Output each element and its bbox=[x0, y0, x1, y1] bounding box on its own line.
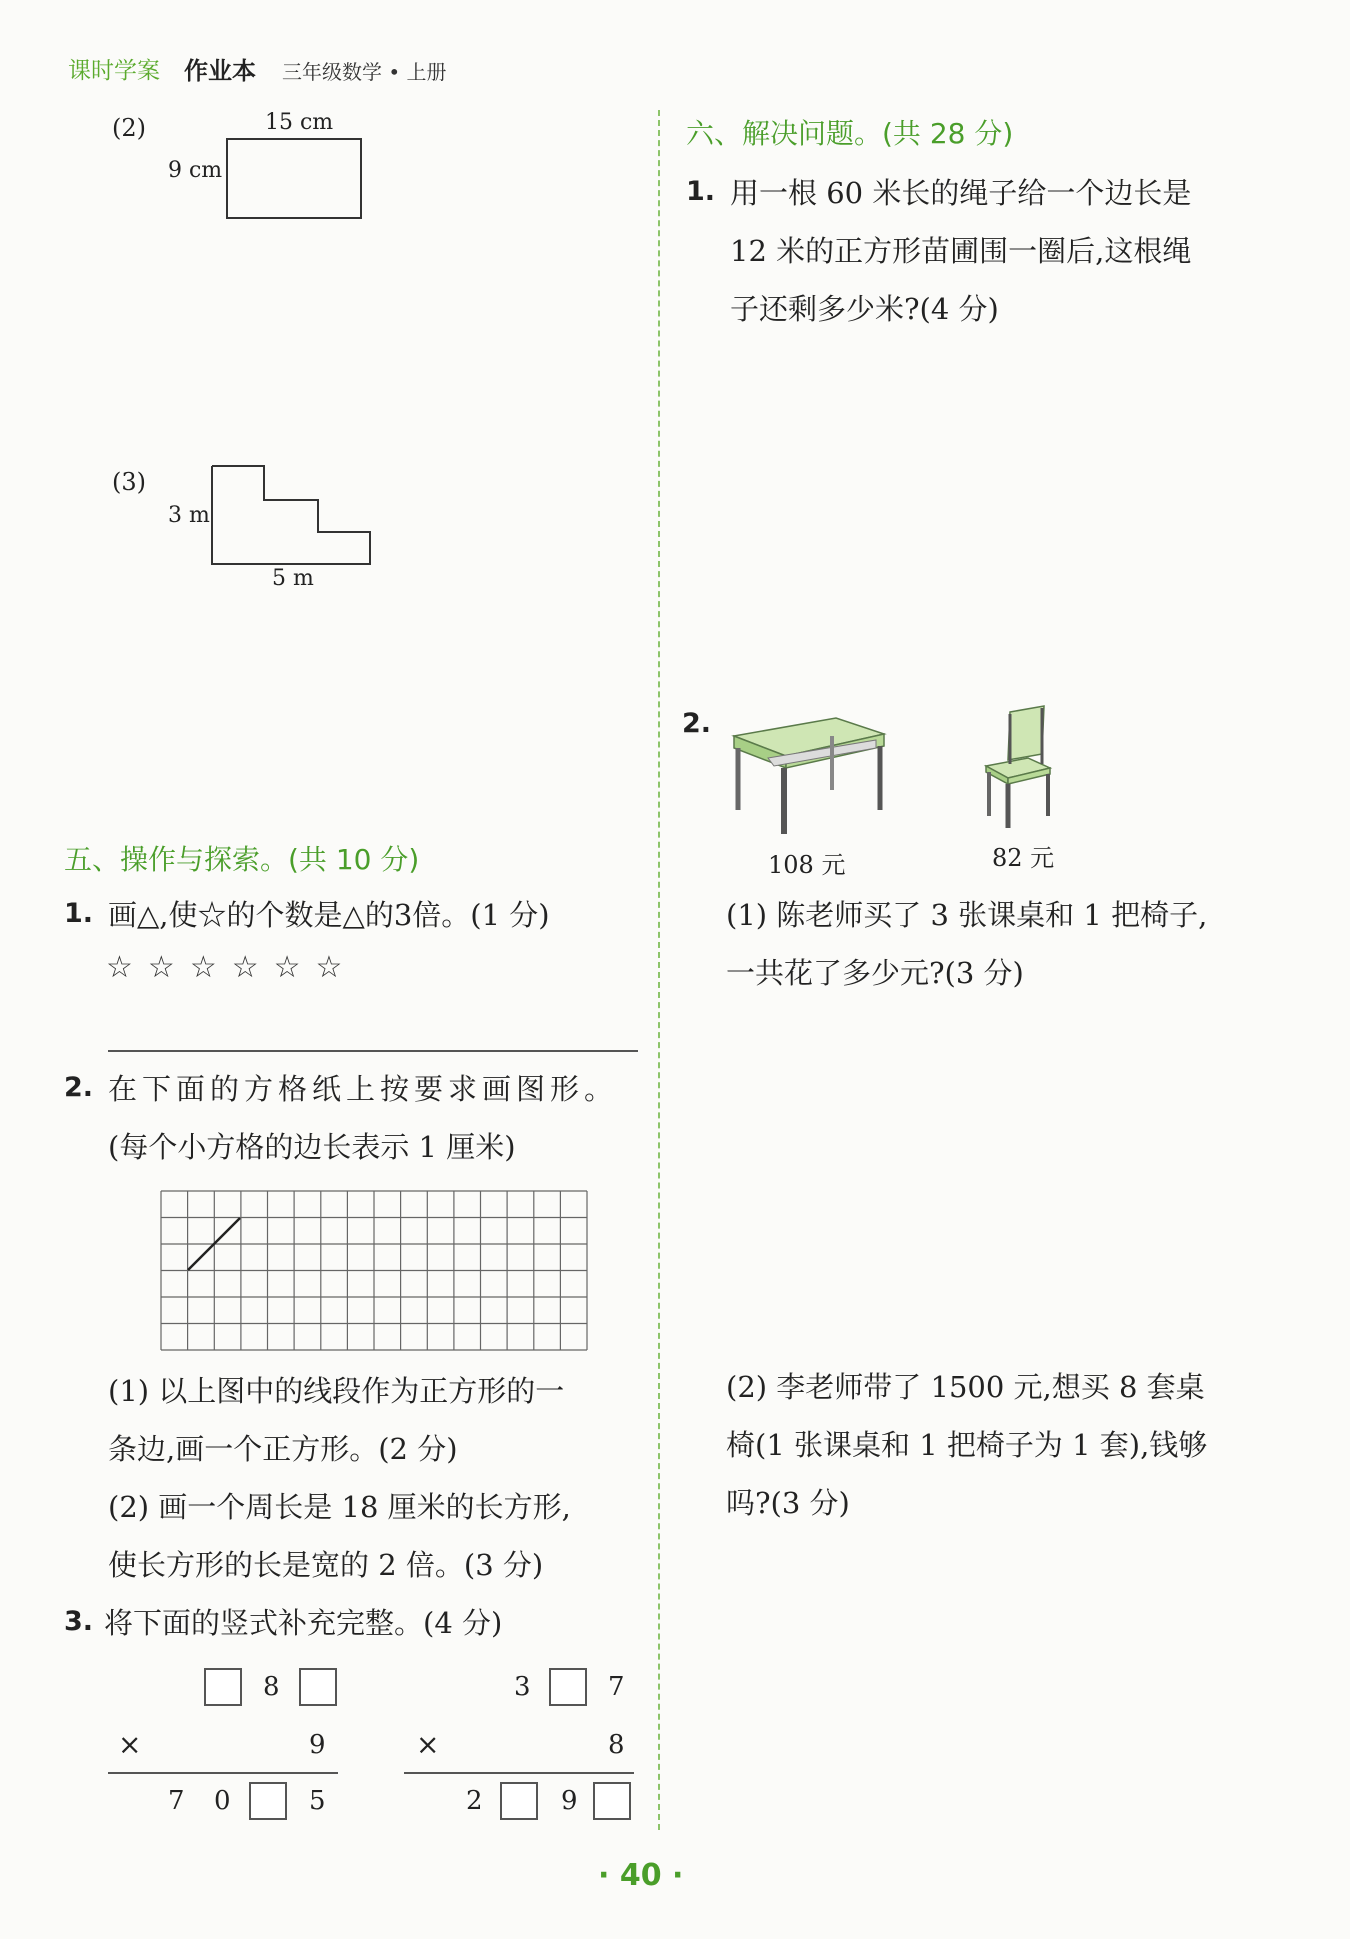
chair-price: 82 元 bbox=[992, 844, 1055, 872]
calc1-top-digit: 8 bbox=[263, 1672, 280, 1702]
s6-q2-number: 2. bbox=[682, 708, 712, 739]
calc2-top-digit: 3 bbox=[514, 1672, 531, 1702]
star-icon: ☆ bbox=[147, 950, 175, 985]
calc1-result-digit: 0 bbox=[214, 1786, 231, 1816]
calc2-top-digit: 7 bbox=[608, 1672, 625, 1702]
s5-q2-sub2b: 使长方形的长是宽的 2 倍。(3 分) bbox=[108, 1548, 544, 1582]
fig2-label: (2) bbox=[112, 114, 146, 142]
s6-q1-line2: 12 米的正方形苗圃围一圈后,这根绳 bbox=[730, 234, 1192, 268]
calc1-rule bbox=[108, 1772, 338, 1774]
fig3-bottom-length: 5 m bbox=[272, 566, 314, 591]
s5-q3-number: 3. bbox=[64, 1606, 94, 1637]
s6-q2-sub1a: (1) 陈老师买了 3 张课桌和 1 把椅子, bbox=[726, 898, 1208, 932]
chair-image bbox=[978, 704, 1058, 830]
calc2-blank-box[interactable] bbox=[549, 1668, 587, 1706]
section5-title: 五、操作与探索。(共 10 分) bbox=[64, 843, 420, 876]
calc1-multiplier: 9 bbox=[309, 1730, 326, 1760]
calc2-blank-box[interactable] bbox=[500, 1782, 538, 1820]
s6-q2-sub2a: (2) 李老师带了 1500 元,想买 8 套桌 bbox=[726, 1370, 1205, 1404]
star-icon: ☆ bbox=[315, 950, 343, 985]
star-row bbox=[106, 950, 342, 985]
header-subtitle: 三年级数学 • 上册 bbox=[282, 60, 447, 84]
s5-q2-line2: (每个小方格的边长表示 1 厘米) bbox=[108, 1130, 516, 1164]
s6-q2-sub2b: 椅(1 张课桌和 1 把椅子为 1 套),钱够 bbox=[726, 1428, 1208, 1462]
calc2-result-digit: 2 bbox=[466, 1786, 483, 1816]
calc1-result-digit: 5 bbox=[309, 1786, 326, 1816]
s5-q2-number: 2. bbox=[64, 1072, 94, 1103]
s5-q2-sub2a: (2) 画一个周长是 18 厘米的长方形, bbox=[108, 1490, 571, 1524]
star-icon: ☆ bbox=[189, 950, 217, 985]
section6-title: 六、解决问题。(共 28 分) bbox=[686, 117, 1014, 150]
s5-q2-sub1b: 条边,画一个正方形。(2 分) bbox=[108, 1432, 458, 1466]
fig3-side-length: 3 m bbox=[168, 503, 210, 528]
star-icon: ☆ bbox=[106, 950, 133, 985]
calc2-multiplier: 8 bbox=[608, 1730, 625, 1760]
s6-q2-sub2c: 吗?(3 分) bbox=[726, 1486, 850, 1520]
column-divider bbox=[658, 110, 660, 1830]
calc2-blank-box[interactable] bbox=[593, 1782, 631, 1820]
fig3-staircase-shape bbox=[200, 460, 380, 570]
fig2-top-length: 15 cm bbox=[265, 110, 334, 135]
s5-q1-number: 1. bbox=[64, 898, 94, 929]
calc1-blank-box[interactable] bbox=[299, 1668, 337, 1706]
desk-image bbox=[728, 706, 888, 840]
header-book: 作业本 bbox=[184, 57, 256, 85]
s5-q1-text: 画△,使☆的个数是△的3倍。(1 分) bbox=[108, 898, 550, 932]
calc1-blank-box[interactable] bbox=[204, 1668, 242, 1706]
fig2-side-length: 9 cm bbox=[168, 158, 223, 183]
s6-q1-line1: 用一根 60 米长的绳子给一个边长是 bbox=[730, 176, 1192, 210]
header-brand: 课时学案 bbox=[68, 58, 160, 84]
s6-q1-line3: 子还剩多少米?(4 分) bbox=[730, 292, 999, 326]
calc2-operator: × bbox=[416, 1728, 440, 1761]
s5-q2-line1: 在下面的方格纸上按要求画图形。 bbox=[108, 1072, 619, 1106]
s6-q2-sub1b: 一共花了多少元?(3 分) bbox=[726, 956, 1024, 990]
s5-q3-text: 将下面的竖式补充完整。(4 分) bbox=[104, 1606, 503, 1640]
answer-line bbox=[108, 1050, 638, 1052]
page-number: · 40 · bbox=[598, 1858, 684, 1893]
fig2-rectangle bbox=[226, 138, 362, 219]
star-icon: ☆ bbox=[273, 950, 301, 985]
calc1-blank-box[interactable] bbox=[249, 1782, 287, 1820]
s6-q1-number: 1. bbox=[686, 176, 716, 207]
star-icon: ☆ bbox=[231, 950, 259, 985]
calc1-result-digit: 7 bbox=[168, 1786, 185, 1816]
desk-price: 108 元 bbox=[768, 851, 846, 879]
fig3-label: (3) bbox=[112, 468, 146, 496]
s5-q2-sub1a: (1) 以上图中的线段作为正方形的一 bbox=[108, 1374, 565, 1408]
grid-paper bbox=[160, 1190, 590, 1352]
calc2-rule bbox=[404, 1772, 634, 1774]
calc1-operator: × bbox=[118, 1728, 142, 1761]
calc2-result-digit: 9 bbox=[561, 1786, 578, 1816]
